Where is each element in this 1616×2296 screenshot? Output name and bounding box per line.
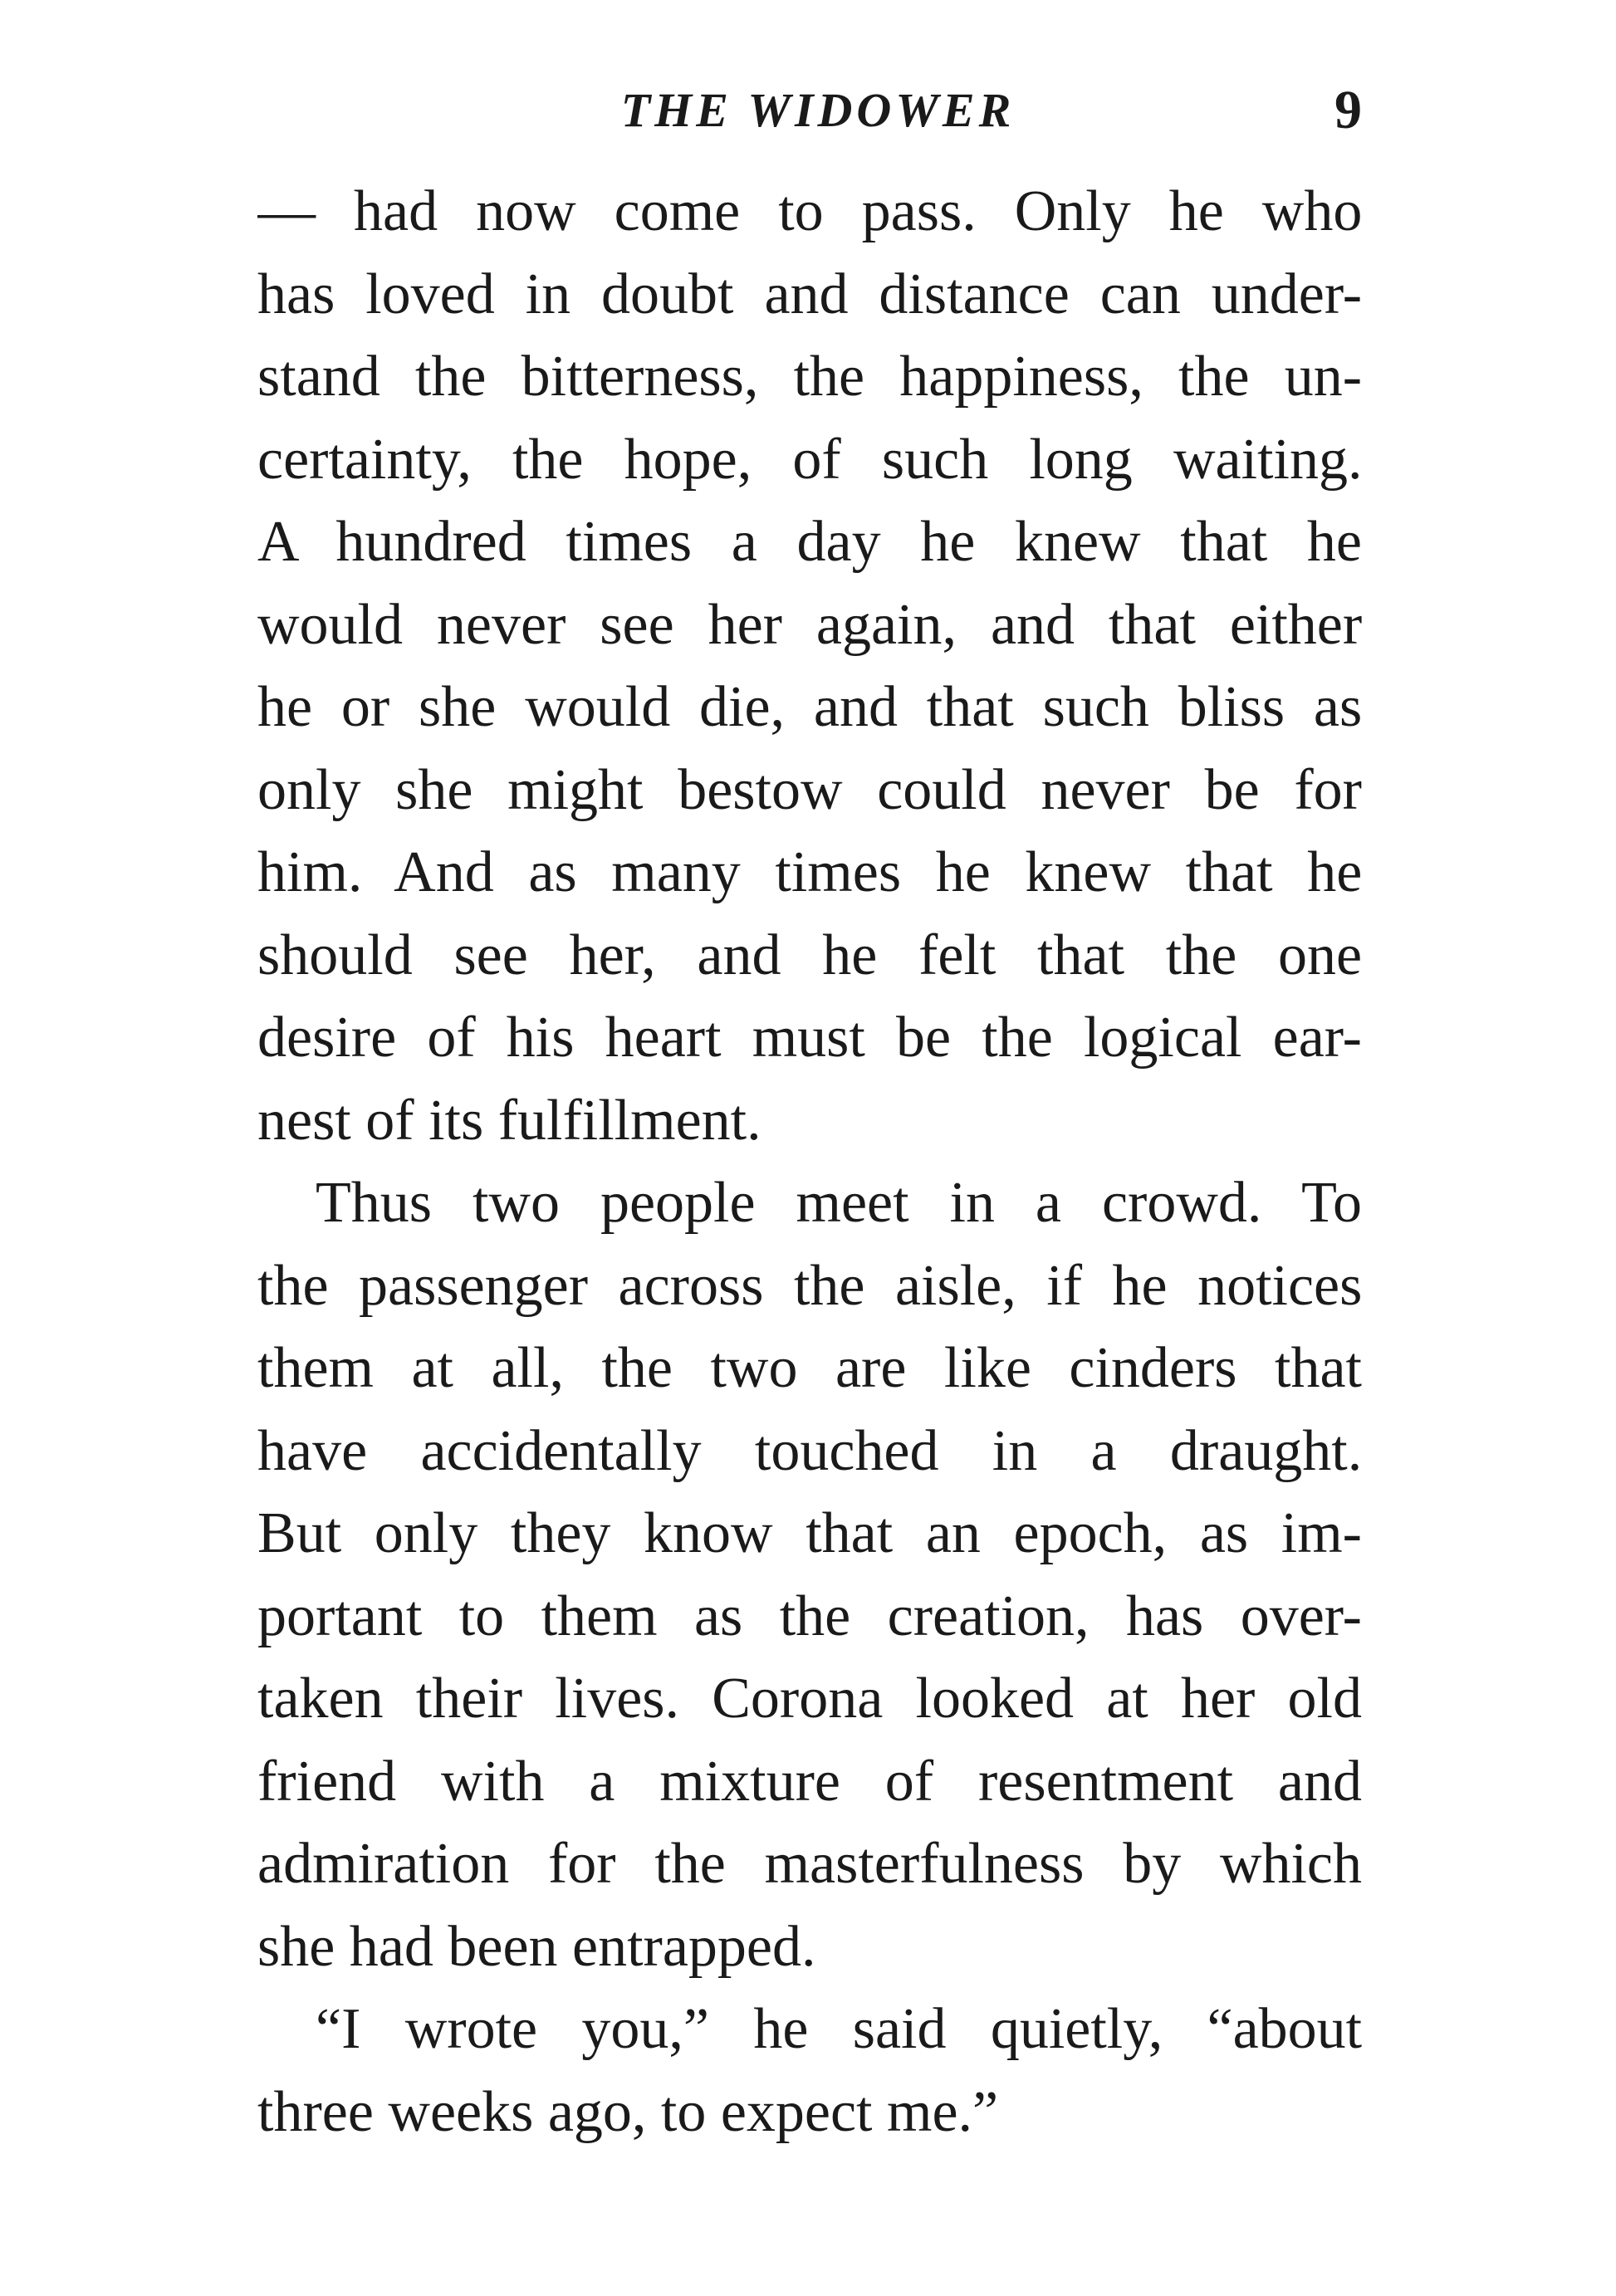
text-line: friend with a mixture of resentment and bbox=[257, 1749, 1362, 1814]
text-line: stand the bitterness, the happiness, the un- bbox=[257, 345, 1362, 409]
text-line: should see her, and he felt that the one bbox=[257, 923, 1362, 987]
running-title: THE WIDOWER bbox=[620, 83, 1016, 137]
paragraph-1 bbox=[257, 170, 1362, 1162]
text-line: admiration for the masterfulness by which bbox=[257, 1832, 1362, 1896]
text-line: portant to them as the creation, has over- bbox=[257, 1584, 1362, 1648]
text-line: only she might bestow could never be for bbox=[257, 757, 1362, 822]
text-line: would never see her again, and that either bbox=[257, 592, 1362, 657]
text-line: taken their lives. Corona looked at her old bbox=[257, 1667, 1362, 1731]
body-text bbox=[257, 170, 1362, 2153]
text-line: have accidentally touched in a draught. bbox=[257, 1418, 1362, 1483]
text-line: him. And as many times he knew that he bbox=[257, 840, 1362, 904]
text-line: he or she would die, and that such bliss as bbox=[257, 675, 1362, 739]
text-line: But only they know that an epoch, as im- bbox=[257, 1501, 1362, 1565]
paragraph-3 bbox=[257, 1988, 1362, 2153]
text-line: the passenger across the aisle, if he notices bbox=[257, 1253, 1362, 1318]
running-head bbox=[249, 73, 1387, 148]
text-line: Thus two people meet in a crowd. To bbox=[316, 1171, 1362, 1235]
text-line: “I wrote you,” he said quietly, “about bbox=[316, 1997, 1362, 2061]
text-line: nest of its fulfillment. bbox=[257, 1088, 761, 1153]
text-line: has loved in doubt and distance can under- bbox=[257, 262, 1362, 326]
text-line: certainty, the hope, of such long waiting. bbox=[257, 427, 1362, 492]
text-line: she had been entrapped. bbox=[257, 1914, 816, 1979]
text-line: A hundred times a day he knew that he bbox=[257, 510, 1362, 574]
paragraph-2 bbox=[257, 1162, 1362, 1988]
text-line: desire of his heart must be the logical ear- bbox=[257, 1006, 1362, 1070]
text-line: three weeks ago, to expect me.” bbox=[257, 2079, 999, 2144]
text-line: them at all, the two are like cinders that bbox=[257, 1336, 1362, 1400]
text-line: — had now come to pass. Only he who bbox=[257, 179, 1362, 243]
page-number: 9 bbox=[1334, 80, 1362, 140]
